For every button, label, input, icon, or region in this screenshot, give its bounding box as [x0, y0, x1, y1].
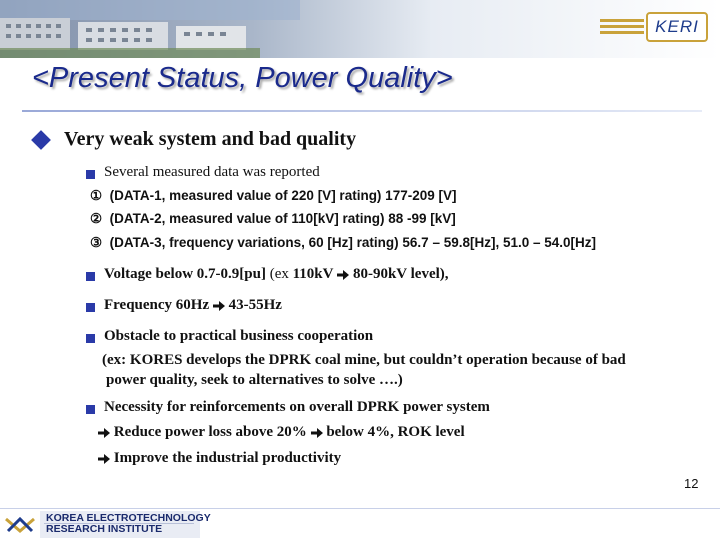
- data1-num: ①: [90, 188, 103, 203]
- square-bullet-icon: [86, 334, 95, 343]
- main-bullet: [34, 128, 356, 151]
- data2-num: ②: [90, 211, 103, 226]
- footer-org-name: [46, 513, 211, 535]
- arrow-right-icon: [311, 428, 323, 438]
- reduce-line: [98, 424, 465, 441]
- obstacle-detail-2: power quality, seek to alternatives to solve ….): [106, 372, 403, 388]
- improve-line: [98, 450, 341, 467]
- logo-text: KERI: [655, 17, 699, 36]
- main-bullet-text: Very weak system and bad quality: [64, 128, 357, 150]
- obstacle-detail-1: (ex: KORES develops the DPRK coal mine, but couldn’t operation because of bad: [102, 352, 626, 368]
- footer-divider: [0, 508, 720, 509]
- square-bullet-icon: [86, 303, 95, 312]
- item-voltage: [104, 266, 449, 283]
- arrow-right-icon: [337, 270, 349, 280]
- reduce-b: below 4%, ROK level: [322, 424, 465, 440]
- arrow-right-icon: [98, 454, 110, 464]
- square-bullet-icon: [86, 170, 95, 179]
- voltage-a: Voltage below 0.7-0.9[pu]: [104, 266, 266, 282]
- title-divider: [22, 110, 702, 112]
- item-frequency: [104, 297, 282, 314]
- frequency-a: Frequency 60Hz: [104, 297, 210, 313]
- diamond-bullet-icon: [31, 130, 51, 150]
- data3-line: [90, 235, 596, 251]
- reduce-a: Reduce power loss above 20%: [113, 424, 307, 440]
- data1-text: (DATA-1, measured value of 220 [V] rating) 177-209 [V]: [109, 188, 457, 203]
- item-measured-text: Several measured data was reported: [104, 164, 320, 180]
- arrow-right-icon: [213, 301, 225, 311]
- keri-logo: [646, 12, 708, 42]
- arrow-right-icon: [98, 428, 110, 438]
- voltage-c: 110kV: [292, 266, 334, 282]
- page-number: 12: [684, 476, 699, 491]
- data1-line: [90, 188, 456, 204]
- footer-org-line1: KOREA ELECTROTECHNOLOGY: [46, 512, 211, 524]
- item-measured: [104, 164, 320, 181]
- item-obstacle: Obstacle to practical business cooperation: [104, 328, 374, 344]
- data3-text: (DATA-3, frequency variations, 60 [Hz] rating) 56.7 – 59.8[Hz], 51.0 – 54.0[Hz]: [109, 235, 597, 250]
- frequency-b: 43-55Hz: [224, 297, 282, 313]
- logo-stripes: [600, 16, 646, 36]
- data3-num: ③: [90, 235, 103, 250]
- improve-text: Improve the industrial productivity: [113, 450, 342, 466]
- item-necessity: Necessity for reinforcements on overall DPRK power system: [104, 399, 490, 415]
- building-photo: [0, 0, 300, 58]
- footer-org-line2: RESEARCH INSTITUTE: [46, 523, 163, 535]
- square-bullet-icon: [86, 272, 95, 281]
- slide-title: <Present Status, Power Quality>: [32, 62, 453, 94]
- square-bullet-icon: [86, 405, 95, 414]
- data2-line: [90, 211, 456, 227]
- data2-text: (DATA-2, measured value of 110[kV] rating) 88 -99 [kV]: [109, 211, 456, 226]
- voltage-d: 80-90kV level),: [349, 266, 449, 282]
- voltage-b: (ex: [265, 266, 293, 282]
